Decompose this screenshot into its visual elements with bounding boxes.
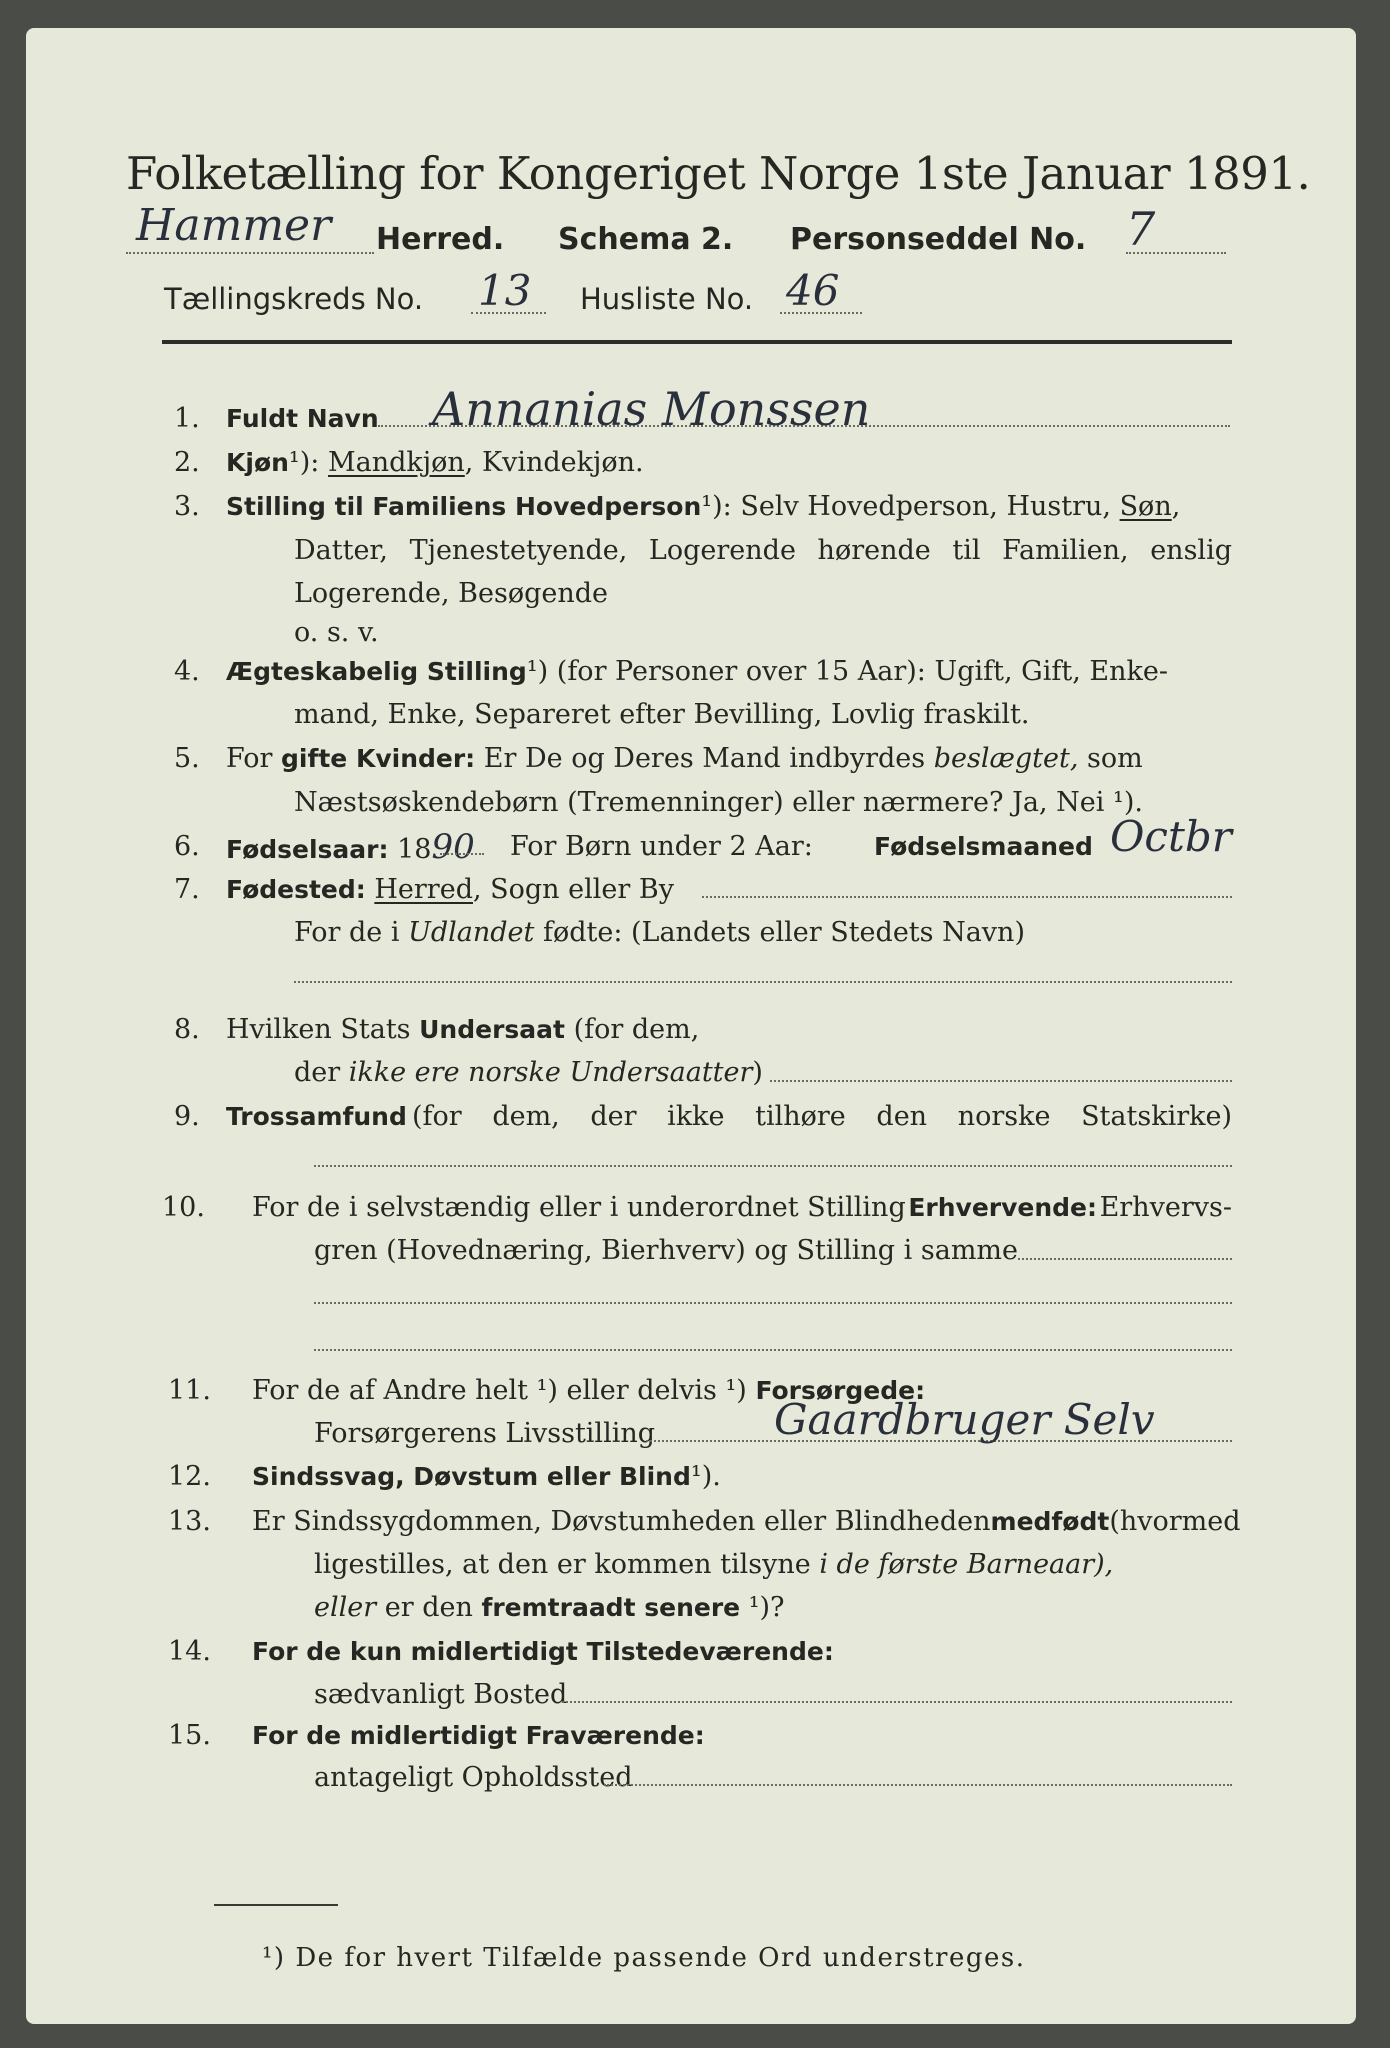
herred-handwritten: Hammer [136, 200, 332, 251]
q11-line1a: For de af Andre helt ¹) eller delvis ¹) [252, 1374, 747, 1406]
q8-line1a: Hvilken Stats [226, 1014, 411, 1046]
q13-line2 [314, 1549, 1113, 1581]
personseddel-label: Personseddel No. [790, 222, 1087, 257]
q14-number: 14. [168, 1635, 211, 1667]
q10-line1 [252, 1192, 1232, 1224]
q5-line2: Næstsøskendebørn (Tremenninger) eller nærmere? Ja, Nei ¹). [294, 787, 1143, 819]
q4-label: Ægteskabelig Stilling [226, 656, 527, 686]
q14-line1 [252, 1636, 834, 1668]
q13-line1 [252, 1506, 1241, 1538]
q5-line1-italic: beslægtet, [933, 743, 1079, 775]
q4-number: 4. [174, 655, 200, 687]
herred-line [126, 200, 1236, 264]
q13-line1a: Er Sindssygdommen, Døvstumheden eller Blindheden [252, 1506, 991, 1538]
q7-line2b: fødte: (Landets eller Stedets Navn) [542, 917, 1025, 948]
q3-label: Stilling til Familiens Hovedperson [226, 492, 702, 522]
q8-line2-italic: ikke ere norske Undersaatter [348, 1057, 753, 1089]
q4-sup: ¹) [526, 655, 549, 687]
q9-line [226, 1101, 1232, 1133]
q2-sup: ¹): [288, 447, 320, 479]
schema-label: Schema 2. [558, 222, 734, 257]
q1-number: 1. [174, 402, 200, 434]
q6-year-handwritten: 90 [431, 827, 475, 867]
q5-prefix: For [226, 743, 273, 775]
q8-line1c: (for dem, [573, 1014, 700, 1046]
q10-answer-line-2 [314, 1349, 1232, 1351]
q11-line1b: Forsørgede: [755, 1375, 926, 1405]
q12-sup: ¹). [690, 1461, 721, 1493]
q7-line1 [226, 874, 674, 906]
q10-line1c: Erhvervs- [1099, 1192, 1232, 1224]
q13-line2a: ligestilles, at den er kommen tilsyne [314, 1549, 811, 1581]
q1-answer-handwritten: Annanias Monssen [432, 382, 871, 437]
q12-number: 12. [168, 1461, 211, 1493]
q7-line2-italic: Udlandet [408, 917, 535, 948]
q3-line1-text: Selv Hovedperson, Hustru, [740, 491, 1111, 523]
q4-line1-text: (for Personer over 15 Aar): Ugift, Gift, Enke- [556, 655, 1168, 687]
q9-rest: (for dem, der ikke tilhøre den norske Statskirke) [412, 1101, 1232, 1133]
q8-line1 [226, 1014, 699, 1046]
q14-label: midlertidigt Tilstedeværende: [410, 1636, 834, 1666]
q3-number: 3. [174, 491, 200, 523]
header-rule [162, 340, 1232, 344]
q6-year-prefix: 18 [397, 834, 432, 865]
q8-line2a: der [294, 1057, 341, 1089]
q5-line1a: Er De og Deres Mand indbyrdes [483, 743, 926, 775]
q13-line3-italic: eller [314, 1592, 377, 1624]
q15-label: midlertidigt Fraværende: [349, 1721, 705, 1751]
husliste-label: Husliste No. [580, 282, 754, 316]
q15-number: 15. [168, 1720, 211, 1752]
q6-month-handwritten: Octbr [1110, 812, 1232, 862]
q7-line2a: For de i [294, 917, 400, 948]
q1-label: Fuldt Navn [226, 403, 379, 433]
q2-rest: , Kvindekjøn. [464, 447, 644, 479]
q11-line2: Forsørgerens Livsstilling [314, 1417, 656, 1449]
q4-line2: mand, Enke, Separeret efter Bevilling, Lovlig fraskilt. [294, 699, 1030, 731]
q10-answer-line-1 [314, 1302, 1232, 1304]
q10-number: 10. [162, 1192, 205, 1224]
q13-line3b: fremtraadt senere [481, 1593, 741, 1623]
q15-prefix: For de [252, 1721, 342, 1751]
q13-line3a: er den [384, 1592, 473, 1624]
q10-line1a: For de i selvstændig eller i underordnet Stilling [252, 1192, 906, 1224]
q13-line1b: medfødt [990, 1507, 1110, 1537]
q15-answer-line [604, 1784, 1232, 1786]
q7-number: 7. [174, 874, 200, 905]
q11-number: 11. [168, 1374, 211, 1406]
footnote: ¹) De for hvert Tilfælde passende Ord understreges. [262, 1943, 1026, 1973]
personseddel-handwritten: 7 [1126, 202, 1156, 256]
q6-number: 6. [174, 831, 200, 862]
census-form-sheet [26, 28, 1356, 2024]
q13-line1c: (hvormed [1109, 1506, 1241, 1538]
kreds-line [126, 266, 1236, 326]
q12-label: Sindssvag, Døvstum eller Blind [252, 1462, 691, 1492]
q3-line2: Datter, Tjenestetyende, Logerende hørende til Familien, enslig [294, 535, 1232, 567]
q2-option-mandkjon: Mandkjøn [327, 447, 465, 479]
q4-line1 [226, 656, 1232, 688]
husliste-handwritten: 46 [786, 266, 840, 315]
herred-label: Herred. [376, 222, 505, 257]
q5-line1b: som [1087, 743, 1143, 775]
q7-rest: , Sogn eller By [472, 874, 674, 905]
q8-number: 8. [174, 1014, 200, 1046]
q9-label: Trossamfund [226, 1102, 407, 1132]
q13-line3c: ¹)? [748, 1592, 785, 1624]
q10-line2: gren (Hovednæring, Bierhverv) og Stilling i samme [314, 1235, 1019, 1267]
q6-label: Fødselsaar: [226, 835, 389, 864]
kreds-handwritten: 13 [478, 266, 532, 315]
q3-line3: Logerende, Besøgende [294, 578, 608, 610]
q13-number: 13. [168, 1506, 211, 1538]
q7-label: Fødested: [226, 875, 366, 904]
q11-answer-handwritten: Gaardbruger Selv [774, 1395, 1155, 1445]
q8-line1b: Undersaat [419, 1015, 565, 1045]
q8-line2 [294, 1057, 763, 1089]
q5-line1 [226, 743, 1232, 775]
q5-label: gifte Kvinder: [281, 744, 476, 774]
q3-line4: o. s. v. [294, 616, 379, 648]
q10-line1b: Erhvervende: [908, 1193, 1098, 1223]
footnote-rule [214, 1904, 338, 1906]
q9-number: 9. [174, 1101, 200, 1133]
q3-sup: ¹): [701, 491, 732, 523]
q7-line2 [294, 917, 1025, 949]
q3-line1: Stilling til Familiens Hovedperson¹): Selv Hovedperson, Hustru, Søn, [226, 491, 1181, 523]
q2-number: 2. [174, 447, 200, 479]
q6-mid: For Børn under 2 Aar: [510, 831, 813, 862]
q12-line [252, 1461, 721, 1493]
q15-line1 [252, 1720, 705, 1752]
q7-option-herred: Herred [374, 874, 473, 905]
q2-line [226, 447, 644, 479]
q8-line2b: ) [752, 1057, 763, 1089]
q14-prefix: For de kun [252, 1636, 403, 1666]
q13-line2-italic: i de første Barneaar), [819, 1549, 1114, 1581]
q9-answer-line [314, 1165, 1232, 1167]
q3-option-son: Søn [1119, 491, 1172, 523]
q14-line2: sædvanligt Bosted [314, 1678, 568, 1710]
q5-number: 5. [174, 743, 200, 775]
q13-line3 [314, 1592, 785, 1624]
q15-line2: antageligt Opholdssted [314, 1761, 633, 1793]
form-title: Folketælling for Kongeriget Norge 1ste Januar 1891. [126, 147, 1311, 200]
kreds-label: Tællingskreds No. [164, 282, 424, 316]
q6-month-label: Fødselsmaaned [874, 831, 1093, 861]
q2-label: Kjøn [226, 448, 289, 478]
q7-answer-line [294, 981, 1232, 983]
